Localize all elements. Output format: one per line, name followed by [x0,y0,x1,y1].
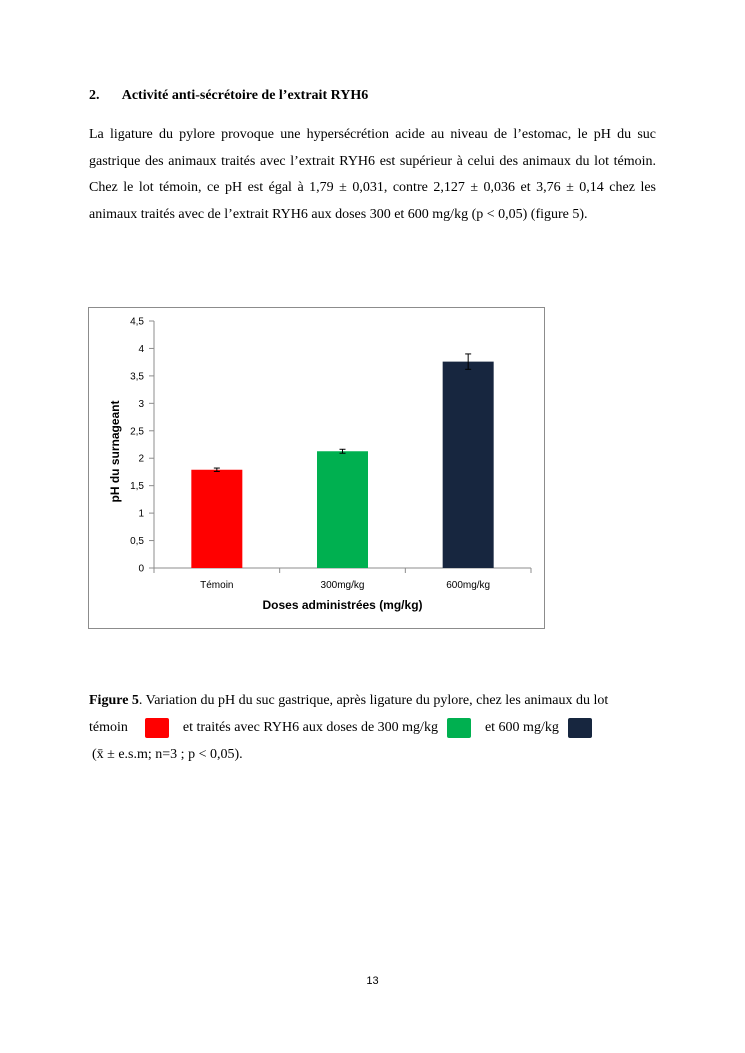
caption-label: Figure 5 [89,693,139,708]
caption-600-text: et 600 mg/kg [484,720,559,735]
bar-1 [191,470,242,568]
x-category-label: 300mg/kg [320,580,365,591]
body-paragraph: La ligature du pylore provoque une hypersécrétion acide au niveau de l’estomac, le pH du suc gastrique des animaux traités avec l’extrait RYH6 est supérieur à celui des animaux du lot témoin. Chez le lot témoin, ce pH est égal à 1,79 ± 0,031, contre 2,127 ± 0,036 et 3,76 ± 0,14 chez les animaux traités avec de l’extrait RYH6 aux doses 300 et 600 mg/kg (p < 0,05) (figure 5). [89,127,656,222]
bar-chart [89,308,546,630]
y-tick-label: 2 [138,453,144,465]
caption-treated-text: et traités avec RYH6 aux doses de 300 mg/kg [182,720,438,735]
section-number: 2. [89,88,100,103]
y-tick-label: 0,5 [130,536,144,548]
caption-stats: (x̄ ± e.s.m; n=3 ; p < 0,05). [92,747,243,762]
bar-3 [443,362,494,568]
legend-swatch-300 [447,718,471,738]
legend-swatch-600 [568,718,592,738]
bar-2 [317,451,368,568]
x-category-label: 600mg/kg [446,580,491,591]
y-tick-label: 0 [138,563,144,575]
x-category-label: Témoin [200,580,234,591]
y-tick-label: 1,5 [130,481,144,493]
x-axis-title: Doses administrées (mg/kg) [262,598,423,612]
section-heading [89,88,368,104]
y-tick-label: 3 [138,398,144,410]
caption-line1: . Variation du pH du suc gastrique, après ligature du pylore, chez les animaux du lot [138,693,609,708]
y-axis-title: pH du surnageant [108,400,122,503]
page-number: 13 [366,975,379,987]
y-tick-label: 4 [138,343,144,355]
figure-caption [89,687,659,768]
caption-temoin-word: témoin [89,720,128,735]
y-tick-label: 2,5 [130,426,144,438]
figure-5-chart [88,307,545,629]
y-tick-label: 4,5 [130,316,144,328]
legend-swatch-temoin [145,718,169,738]
y-tick-label: 3,5 [130,371,144,383]
section-title: Activité anti-sécrétoire de l’extrait RYH6 [121,88,369,103]
y-tick-label: 1 [138,508,144,520]
